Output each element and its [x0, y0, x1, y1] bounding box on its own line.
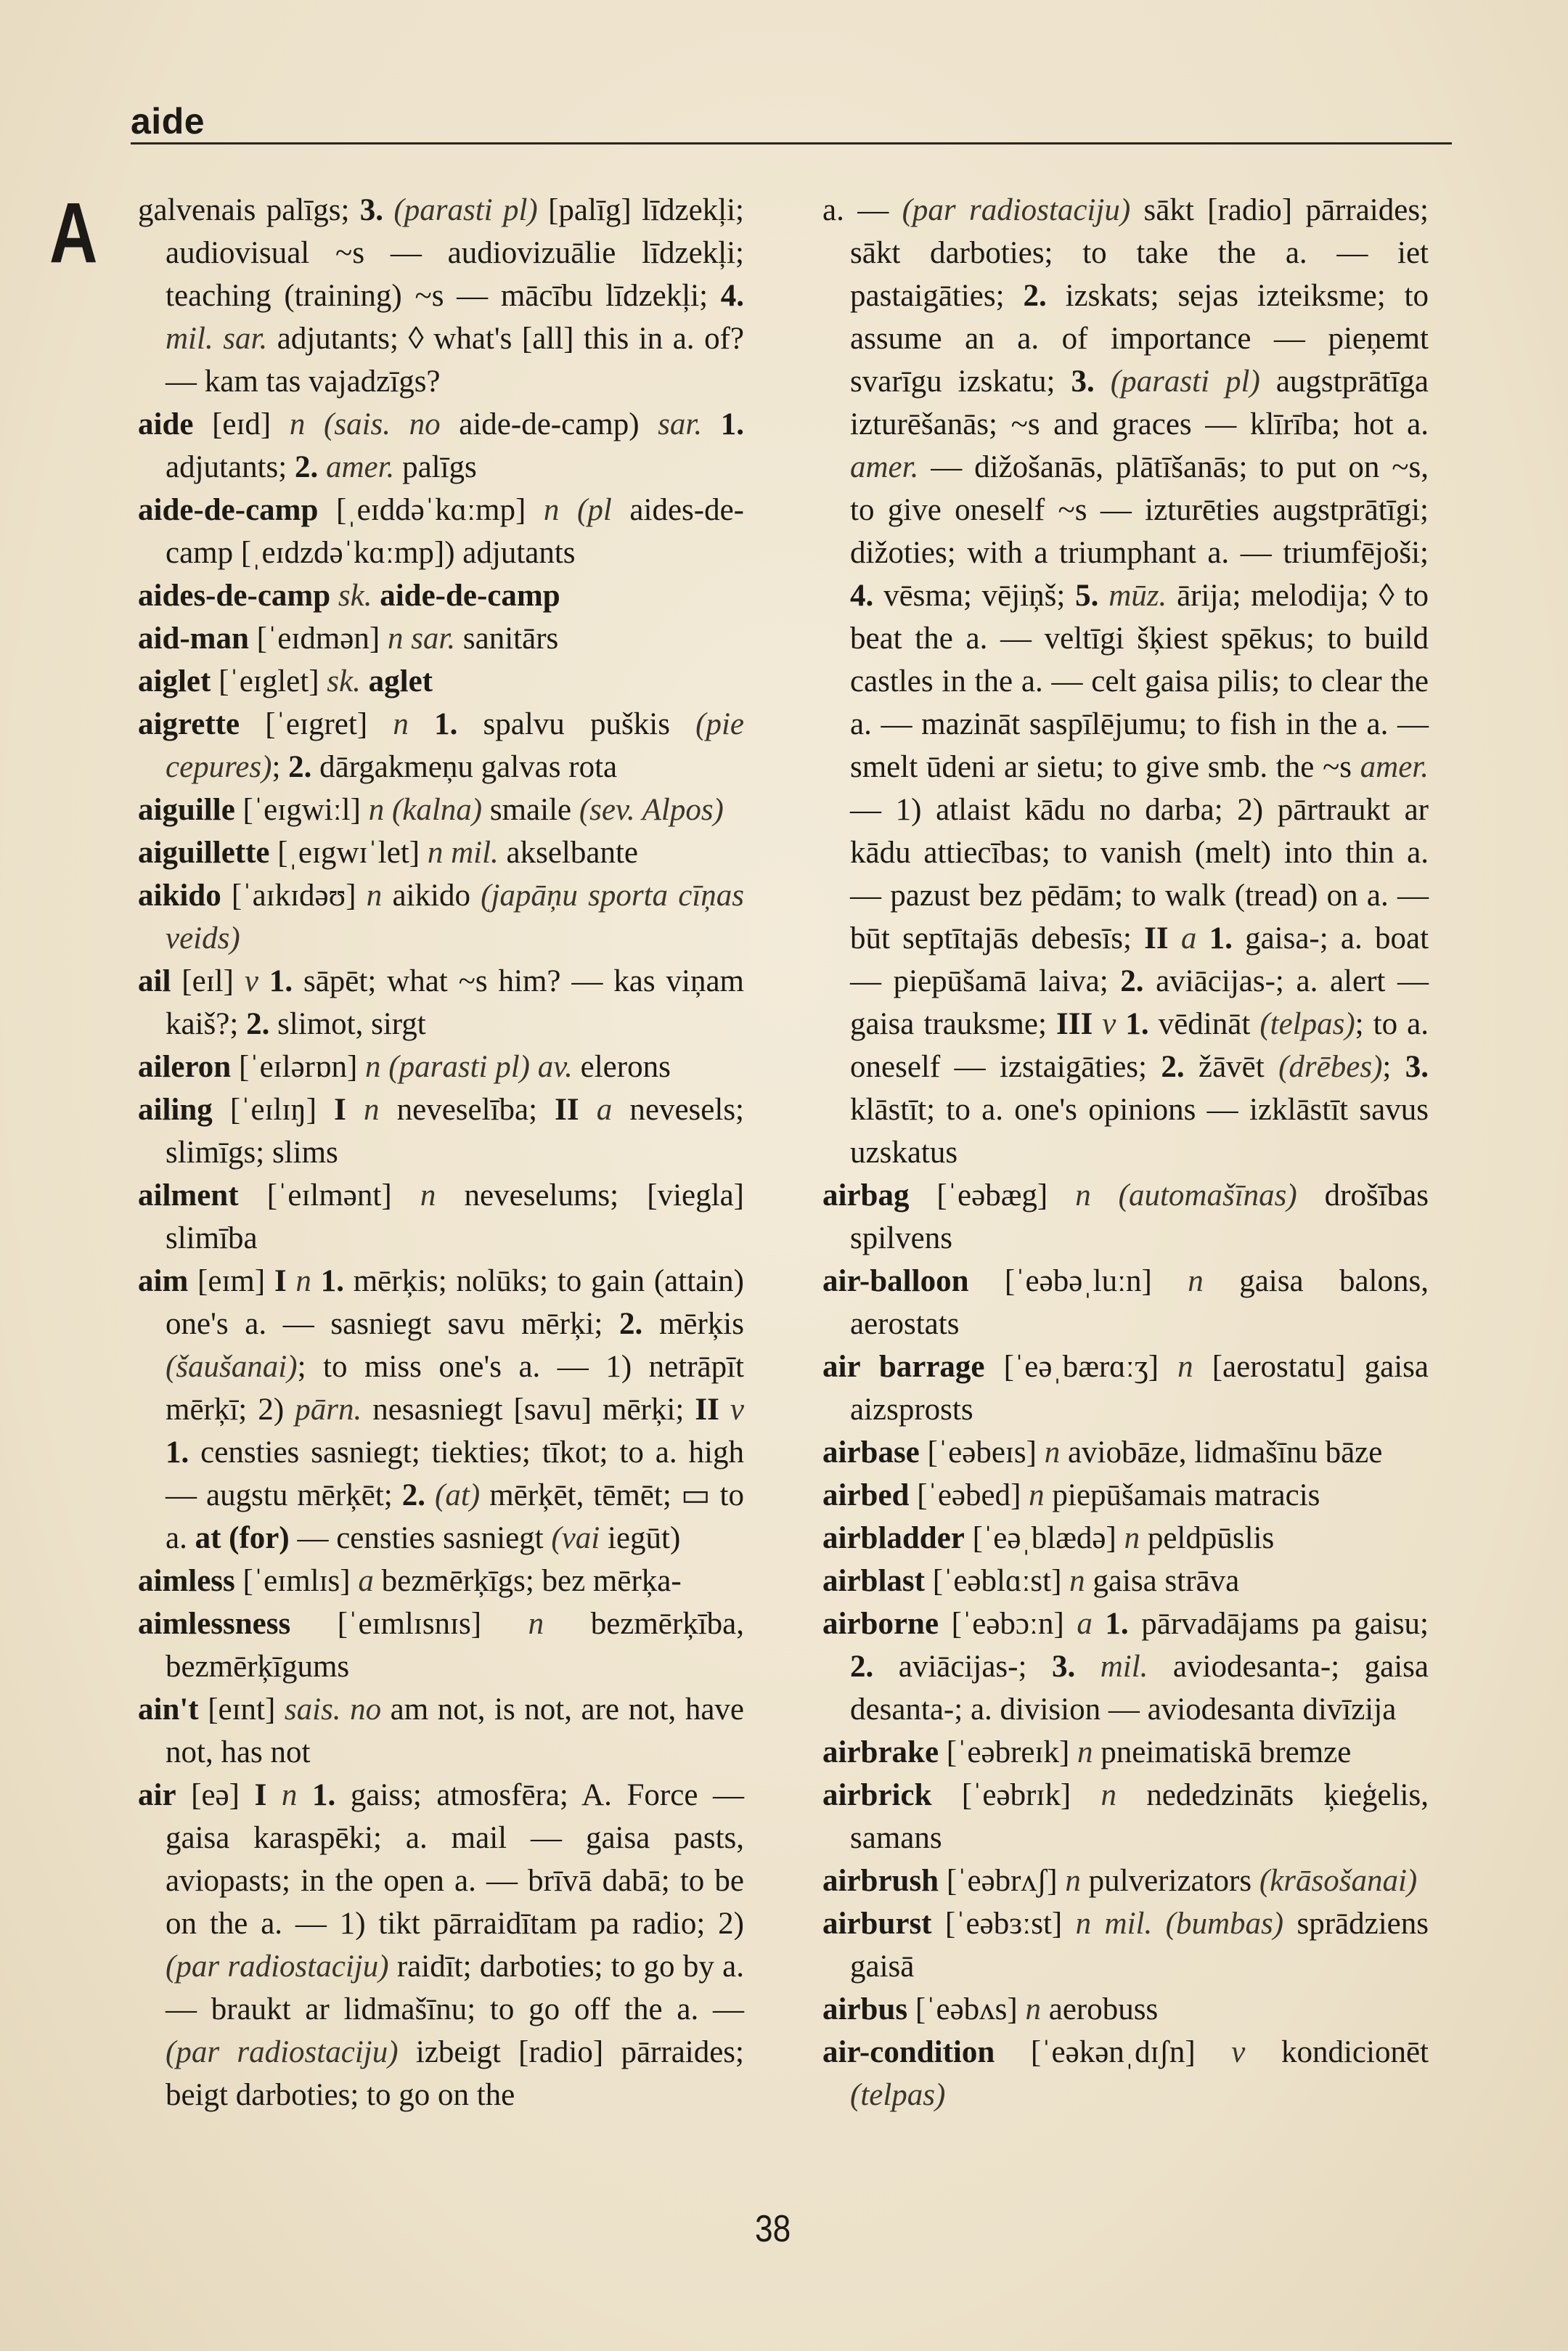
entry-text: [aerostatu] gaisa aizsprosts [850, 1350, 1429, 1427]
sense-number: 1. [408, 707, 458, 741]
grammar-label: n sar. [387, 622, 456, 656]
sense-number: 1. [702, 407, 745, 441]
headword: aiguille [138, 793, 235, 827]
grammar-label: n [346, 1093, 380, 1127]
grammar-label: n [1029, 1478, 1045, 1512]
entry-text: [ˈeəbeɪs] [919, 1435, 1045, 1470]
entry-text: neveselums; [viegla] slimība [166, 1178, 744, 1255]
dictionary-entry [138, 1602, 744, 1688]
entry-text: [ˈeəbɜːst] [931, 1907, 1076, 1941]
grammar-label: (telpas) [850, 2078, 946, 2112]
sense-number: 2. [246, 1007, 270, 1041]
entry-text: mērķēt, tēmēt; ▭ to a. [166, 1478, 744, 1555]
sense-number: at (for) [195, 1521, 290, 1555]
headword: airbrush [822, 1864, 939, 1898]
entry-text: gaiss; atmosfēra; A. Force — gaisa karaspēki; a. mail — gaisa pasts, aviopasts; in the open a. — brīvā dabā; to be on the a. — 1) tikt pārraidītam pa radio; 2) [166, 1778, 745, 1941]
grammar-label: (par radiostaciju) [902, 193, 1131, 227]
sense-number: 2. [288, 750, 312, 784]
sense-number: 3. [1051, 1650, 1076, 1684]
dictionary-entry [138, 960, 744, 1046]
entry-text: ; to a. oneself — izstaigāties; [850, 1007, 1429, 1084]
dictionary-entry [822, 1431, 1429, 1474]
grammar-label: mil. [1075, 1650, 1148, 1684]
entry-text: [ˈeəbʌs] [907, 1992, 1026, 2026]
grammar-label: (par radiostaciju) [166, 2035, 399, 2069]
dictionary-entry [822, 1174, 1429, 1260]
entry-text: [ˈeɪgwiːl] [234, 793, 369, 827]
header-rule [131, 142, 1452, 144]
entry-text: gaisa-; a. boat — piepūšamā laiva; [850, 921, 1429, 998]
grammar-label: mūz. [1098, 579, 1167, 613]
headword: air-balloon [822, 1264, 969, 1298]
entry-text: bezmērķība, bezmērķīgums [166, 1607, 744, 1684]
grammar-label: n mil. [427, 836, 499, 870]
grammar-label: n [1065, 1864, 1081, 1898]
dictionary-entry [822, 1859, 1429, 1902]
sense-number: 2. [619, 1307, 643, 1341]
entry-text: [ˈeɪmlɪsnɪs] [290, 1607, 528, 1641]
headword: airborne [822, 1607, 939, 1641]
grammar-label: n (pl [543, 493, 612, 527]
page-number: 38 [755, 2208, 791, 2250]
headword: airburst [822, 1907, 932, 1941]
dictionary-entry [822, 1902, 1429, 1988]
entry-text: aerobuss [1040, 1992, 1159, 2026]
headword: aiguillette [138, 836, 270, 870]
sense-number: 2. [1161, 1050, 1185, 1084]
entry-text: smaile [482, 793, 579, 827]
entry-text: [ˈeɪgret] [240, 707, 393, 741]
entry-text: vēdināt [1148, 1007, 1260, 1041]
headword: air [138, 1778, 176, 1812]
headword: aide [138, 407, 194, 441]
headword: airbrick [822, 1778, 932, 1812]
grammar-label: v [244, 964, 258, 998]
entry-text: gaisa balons, aerostats [850, 1264, 1429, 1341]
entry-text: nededzināts ķieģelis, samans [850, 1778, 1429, 1855]
headword: aide-de-camp [138, 493, 319, 527]
sense-number: III [1056, 1007, 1093, 1041]
dictionary-entry [822, 2031, 1429, 2116]
entry-text: kondicionēt [1245, 2035, 1429, 2069]
entry-text: [ˈeəˌblædə] [964, 1521, 1124, 1555]
dictionary-entry [822, 1345, 1429, 1431]
sense-number: I [254, 1778, 267, 1812]
entry-text: mērķis [642, 1307, 744, 1341]
dictionary-entry [822, 1988, 1429, 2031]
headword: airbed [822, 1478, 910, 1512]
grammar-label: n [366, 879, 383, 913]
entry-text: [ˈeəbrɪk] [931, 1778, 1101, 1812]
grammar-label: a [579, 1093, 613, 1127]
entry-text: raidīt; darboties; to go by a. — braukt ar lidmašīnu; to go off the a. — [166, 1949, 745, 2026]
entry-text: bezmērķīgs; bez mērķa- [373, 1564, 682, 1598]
entry-text: [ˈeɪmlɪs] [234, 1564, 359, 1598]
sense-number: 3. [1071, 364, 1095, 399]
grammar-label: v [719, 1393, 744, 1427]
grammar-label: n [1177, 1350, 1193, 1384]
sense-number: aglet [360, 664, 433, 698]
left-column [138, 189, 744, 2116]
entry-text: [ˈeɪdmən] [248, 622, 388, 656]
sense-number: 1. [311, 1264, 344, 1298]
sense-number: 2. [1120, 964, 1144, 998]
entry-text: [ˈeəkənˌdɪʃn] [995, 2035, 1232, 2069]
grammar-label: n (parasti pl) av. [365, 1050, 573, 1084]
entry-text: [eɪm] [188, 1264, 274, 1298]
entry-text: drošības spilvens [850, 1178, 1429, 1255]
sense-number: 2. [401, 1478, 425, 1512]
entry-text: [ˈeəblɑːst] [924, 1564, 1070, 1598]
sense-number: II [555, 1093, 579, 1127]
entry-text: pulverizators [1080, 1864, 1259, 1898]
entry-text: [ˈeɪlmənt] [238, 1178, 420, 1213]
entry-text: sanitārs [455, 622, 559, 656]
grammar-label: (japāņu sporta cīņas veids) [166, 879, 745, 956]
sense-number: 4. [720, 279, 744, 313]
grammar-label: n [1101, 1778, 1116, 1812]
entry-text: aides-de-camp [ˌeɪdzdəˈkɑːmp]) adjutants [166, 493, 745, 570]
entry-text: palīgs [394, 450, 477, 484]
grammar-label: n [1044, 1435, 1061, 1470]
grammar-label: mil. sar. [166, 322, 268, 356]
grammar-label: (vai [551, 1521, 600, 1555]
grammar-label: amer. [1360, 750, 1429, 784]
sense-number: I [274, 1264, 287, 1298]
entry-text: [eɪd] [193, 407, 290, 441]
entry-text: sākt [radio] pārraides; sākt darboties; to take the a. — iet pastaigāties; [850, 193, 1429, 313]
grammar-label: (sev. Alpos) [579, 793, 724, 827]
sense-number: 3. [1405, 1050, 1429, 1084]
grammar-label: a [1077, 1607, 1093, 1641]
entry-text: [ˈeəbæg] [909, 1178, 1076, 1213]
entry-text: galvenais palīgs; [138, 193, 360, 227]
entry-text: akselbante [498, 836, 638, 870]
entry-text: — dižošanās, plātīšanās; to put on ~s, to give oneself ~s — izturēties augstprātīgi; dižoties; with a triumphant a. — triumfējoši; [850, 450, 1429, 570]
entry-text: — censties sasniegt [289, 1521, 552, 1555]
grammar-label: (pie cepures) [166, 707, 745, 784]
grammar-label: (drēbes) [1278, 1050, 1383, 1084]
entry-text: neveselība; [379, 1093, 555, 1127]
entry-text: am not, is not, are not, have not, has not [166, 1692, 745, 1769]
entry-text: [ˈeəbɔːn] [939, 1607, 1077, 1641]
entry-text: [ˈeəbreɪk] [939, 1735, 1078, 1769]
headword: airbase [822, 1435, 920, 1470]
headword: aikido [138, 879, 221, 913]
dictionary-entry [138, 1174, 744, 1260]
headword: aiglet [138, 664, 211, 698]
grammar-label: pārn. [295, 1393, 362, 1427]
grammar-label: n (automašīnas) [1075, 1178, 1297, 1213]
sense-number: II [695, 1393, 719, 1427]
sense-number: aide-de-camp [372, 579, 560, 613]
sense-number: 1. [1116, 1007, 1149, 1041]
entry-text: [eɪnt] [198, 1692, 285, 1727]
entry-text: pneimatiskā bremze [1093, 1735, 1352, 1769]
entry-text: ; to miss one's a. — 1) netrāpīt mērķī; 2) [166, 1350, 744, 1427]
entry-text: mērķis; nolūks; to gain (attain) one's a. — sasniegt savu mērķi; [166, 1264, 744, 1341]
dictionary-entry [138, 1560, 744, 1602]
entry-text: aviodesanta-; gaisa desanta-; a. division — aviodesanta divīzija [850, 1650, 1429, 1727]
grammar-label: (krāsošanai) [1259, 1864, 1418, 1898]
entry-text: [ˈaɪkɪdəʊ] [221, 879, 367, 913]
entry-text: spalvu puškis [457, 707, 696, 741]
entry-text: [ˈeəbed] [909, 1478, 1029, 1512]
entry-text: žāvēt [1184, 1050, 1279, 1084]
entry-text: ; [271, 750, 289, 784]
dictionary-entry [138, 789, 744, 831]
dictionary-entry [138, 617, 744, 660]
grammar-label: a [1168, 921, 1197, 956]
sense-number: 5. [1075, 579, 1099, 613]
grammar-label: amer. [850, 450, 919, 484]
headword: ailment [138, 1178, 239, 1213]
dictionary-entry [138, 1046, 744, 1088]
grammar-label: (telpas) [1259, 1007, 1355, 1041]
entry-text: ; [1382, 1050, 1405, 1084]
headword: ailing [138, 1093, 213, 1127]
dictionary-entry [822, 1560, 1429, 1602]
headword: air-condition [822, 2035, 995, 2069]
dictionary-entry [138, 1088, 744, 1174]
entry-text: a. — [822, 193, 902, 227]
headword: airbrake [822, 1735, 939, 1769]
grammar-label: (šaušanai) [166, 1350, 298, 1384]
dictionary-entry [138, 1774, 744, 2116]
sense-number: 1. [166, 1435, 189, 1470]
grammar-label: n [1069, 1564, 1085, 1598]
grammar-label: n [528, 1607, 544, 1641]
entry-text: nevesels; slimīgs; slims [166, 1093, 745, 1170]
dictionary-entry [822, 1260, 1429, 1345]
sense-number: 2. [850, 1650, 874, 1684]
entry-text: slimot, sirgt [269, 1007, 426, 1041]
grammar-label: n (kalna) [368, 793, 483, 827]
entry-text: adjutants; [166, 450, 295, 484]
grammar-label: n mil. (bumbas) [1075, 1907, 1284, 1941]
headword: airbag [822, 1178, 910, 1213]
dictionary-entry [138, 403, 744, 489]
dictionary-entry [138, 1688, 744, 1774]
entry-text: aviācijas-; a. alert — gaisa trauksme; [850, 964, 1429, 1041]
sense-number: 1. [1196, 921, 1233, 956]
entry-text: [ˈeɪlɪŋ] [212, 1093, 335, 1127]
grammar-label: v [1093, 1007, 1116, 1041]
entry-text: [eɪl] [171, 964, 245, 998]
grammar-label: v [1231, 2035, 1246, 2069]
thumb-index-letter: A [49, 185, 98, 281]
grammar-label: n (sais. no [289, 407, 441, 441]
dictionary-entry [822, 1774, 1429, 1859]
entry-text: vēsma; vējiņš; [873, 579, 1076, 613]
entry-text: sāpēt; what ~s him? — kas viņam kaiš?; [166, 964, 745, 1041]
entry-text: aide-de-camp) [440, 407, 658, 441]
grammar-label: sais. no [284, 1692, 382, 1727]
headword: air barrage [822, 1350, 985, 1384]
grammar-label: n [420, 1178, 436, 1213]
grammar-label: sk. [327, 664, 361, 698]
grammar-label: (par radiostaciju) [166, 1949, 389, 1984]
entry-text: sprādziens gaisā [850, 1907, 1429, 1984]
headword: aides-de-camp [138, 579, 331, 613]
entry-text: [ˈeəˌbærɑːʒ] [984, 1350, 1178, 1384]
entry-text: aviobāze, lidmašīnu bāze [1060, 1435, 1383, 1470]
entry-text: censties sasniegt; tiekties; tīkot; to a. high — augstu mērķēt; [166, 1435, 744, 1512]
headword: airbus [822, 1992, 908, 2026]
grammar-label: sk. [330, 579, 372, 613]
entry-text: gaisa strāva [1085, 1564, 1240, 1598]
running-head: aide [131, 101, 205, 142]
entry-text: [ˈeəbəˌluːn] [968, 1264, 1188, 1298]
entry-text: aikido [382, 879, 481, 913]
grammar-label: n [393, 707, 409, 741]
entry-text: izbeigt [radio] pārraides; beigt darboties; to go on the [166, 2035, 744, 2112]
dictionary-entry [138, 831, 744, 874]
sense-number: II [1144, 921, 1169, 956]
grammar-label: (parasti pl) [1094, 364, 1260, 399]
sense-number: 2. [1023, 279, 1047, 313]
sense-number: I [334, 1093, 346, 1127]
entry-text: [eə] [176, 1778, 255, 1812]
headword: aim [138, 1264, 189, 1298]
dictionary-entry [138, 1260, 744, 1560]
dictionary-entry [138, 189, 744, 403]
grammar-label: a [358, 1564, 374, 1598]
entry-text: [ˌeɪddəˈkɑːmp] [318, 493, 544, 527]
sense-number: 2. [294, 450, 319, 484]
entry-text: ārija; melodija; ◊ to beat the a. — veltīgi šķiest spēkus; to build castles in the a. — celt gaisa pilis; to clear the a. — mazināt saspīlējumu; to fish in the a. — smelt ūdeni ar sietu; to give smb. the ~s [850, 579, 1429, 784]
entry-text: klāstīt; to a. one's opinions — izklāstīt savus uzskatus [850, 1093, 1429, 1170]
dictionary-entry [138, 874, 744, 960]
headword: aileron [138, 1050, 232, 1084]
dictionary-entry [822, 1602, 1429, 1731]
entry-text: elerons [572, 1050, 671, 1084]
entry-text: adjutants; ◊ what's [all] this in a. of? — kam tas vajadzīgs? [166, 322, 744, 399]
entry-text: augstprātīga izturēšanās; ~s and graces — klīrība; hot a. [850, 364, 1429, 441]
grammar-label: (at) [425, 1478, 481, 1512]
sense-number: 4. [850, 579, 874, 613]
grammar-label: n [1124, 1521, 1140, 1555]
entry-text: [ˌeɪgwɪˈlet] [269, 836, 428, 870]
right-column [822, 189, 1429, 2116]
dictionary-entry [138, 489, 744, 574]
dictionary-entry [138, 660, 744, 703]
entry-text: iegūt) [600, 1521, 681, 1555]
headword: ail [138, 964, 171, 998]
entry-text: [ˈeəbrʌʃ] [939, 1864, 1066, 1898]
entry-text: peldpūslis [1140, 1521, 1275, 1555]
entry-text: izskats; sejas izteiksme; to assume an a. of importance — pieņemt svarīgu izskatu; [850, 279, 1429, 399]
dictionary-entry [138, 574, 744, 617]
sense-number: 1. [297, 1778, 336, 1812]
entry-text: — 1) atlaist kādu no darba; 2) pārtraukt ar kādu attiecības; to vanish (melt) into thin a. — pazust bez pēdām; to walk (tread) on a. — būt septītajās debesīs; [850, 793, 1429, 956]
grammar-label: n [286, 1264, 311, 1298]
entry-text: pārvadājams pa gaisu; [1128, 1607, 1429, 1641]
entry-text: piepūšamais matracis [1044, 1478, 1320, 1512]
headword: aid-man [138, 622, 249, 656]
dictionary-entry [822, 1474, 1429, 1517]
entry-text: dārgakmeņu galvas rota [311, 750, 618, 784]
grammar-label: n [266, 1778, 298, 1812]
headword: aimlessness [138, 1607, 291, 1641]
entry-text: [ˈeɪglet] [211, 664, 327, 698]
dictionary-entry [822, 1731, 1429, 1774]
grammar-label: sar. [658, 407, 703, 441]
grammar-label: (parasti pl) [383, 193, 538, 227]
dictionary-entry [822, 1517, 1429, 1560]
grammar-label: n [1188, 1264, 1204, 1298]
headword: ain't [138, 1692, 199, 1727]
entry-text: [palīg] līdzekļi; audiovisual ~s — audiovizuālie līdzekļi; teaching (training) ~s — mācību līdzekļi; [166, 193, 744, 313]
sense-number: 3. [359, 193, 384, 227]
headword: aigrette [138, 707, 240, 741]
sense-number: 1. [1092, 1607, 1129, 1641]
grammar-label: n [1025, 1992, 1041, 2026]
dictionary-entry [138, 703, 744, 789]
sense-number: 1. [258, 964, 293, 998]
entry-text: nesasniegt [savu] mērķi; [362, 1393, 695, 1427]
headword: airblast [822, 1564, 925, 1598]
entry-continuation [822, 189, 1429, 1174]
entry-text: aviācijas-; [873, 1650, 1052, 1684]
headword: aimless [138, 1564, 235, 1598]
grammar-label: amer. [318, 450, 395, 484]
headword: airbladder [822, 1521, 965, 1555]
entry-text: [ˈeɪlərɒn] [231, 1050, 366, 1084]
grammar-label: n [1077, 1735, 1093, 1769]
